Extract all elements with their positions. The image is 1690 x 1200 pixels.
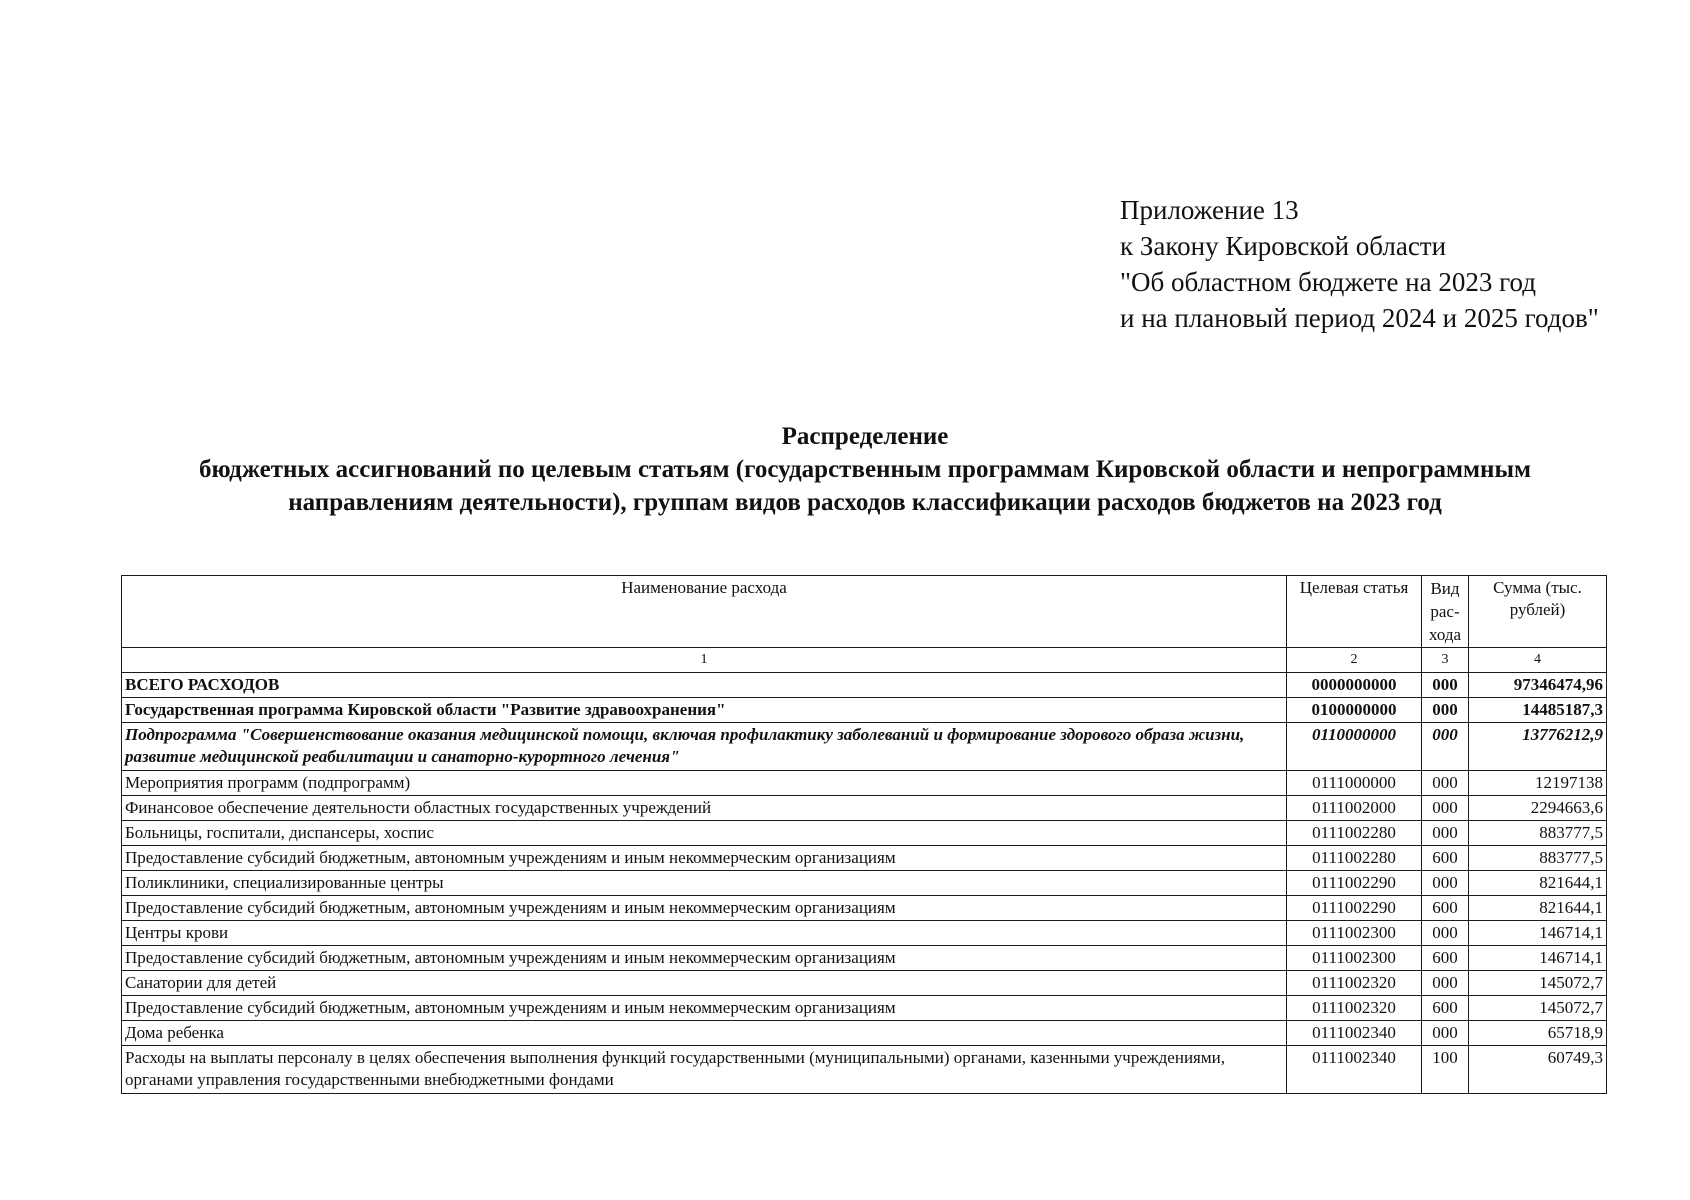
- row-vid: 600: [1422, 846, 1469, 871]
- row-name: Расходы на выплаты персоналу в целях обеспечения выполнения функций государственными (муниципальными) органами, казенными учреждениями, органами управления государственными внебюджетными фондами: [122, 1046, 1287, 1094]
- row-code: 0111002300: [1287, 921, 1422, 946]
- table-row: [122, 871, 1607, 896]
- table-row: [122, 1046, 1607, 1094]
- row-vid: 000: [1422, 871, 1469, 896]
- row-code: 0111002340: [1287, 1046, 1422, 1094]
- appendix-line: и на плановый период 2024 и 2025 годов": [1120, 303, 1599, 333]
- table-row: [122, 1021, 1607, 1046]
- document-title: [120, 420, 1610, 519]
- row-code: 0110000000: [1287, 723, 1422, 771]
- table-row-total: [122, 673, 1607, 698]
- title-line: бюджетных ассигнований по целевым статьям (государственным программам Кировской области и непрограммным: [199, 456, 1531, 483]
- column-number: 1: [122, 648, 1287, 673]
- table-row: [122, 971, 1607, 996]
- row-name: Больницы, госпитали, диспансеры, хоспис: [122, 821, 1287, 846]
- table-row-program: [122, 698, 1607, 723]
- table-row: [122, 996, 1607, 1021]
- table-row: [122, 896, 1607, 921]
- row-sum: 821644,1: [1469, 871, 1607, 896]
- row-name: Финансовое обеспечение деятельности областных государственных учреждений: [122, 796, 1287, 821]
- row-vid: 100: [1422, 1046, 1469, 1094]
- row-sum: 97346474,96: [1469, 673, 1607, 698]
- row-vid: 000: [1422, 921, 1469, 946]
- title-line: Распределение: [781, 423, 949, 450]
- row-vid: 000: [1422, 698, 1469, 723]
- header-name: Наименование расхода: [122, 576, 1287, 648]
- row-sum: 883777,5: [1469, 821, 1607, 846]
- table-row: [122, 921, 1607, 946]
- row-code: 0111002340: [1287, 1021, 1422, 1046]
- row-code: 0111002300: [1287, 946, 1422, 971]
- appendix-reference: [1120, 192, 1599, 336]
- row-code: 0111002280: [1287, 821, 1422, 846]
- header-sum: Сумма (тыс. рублей): [1469, 576, 1607, 648]
- row-name: Предоставление субсидий бюджетным, автономным учреждениям и иным некоммерческим организациям: [122, 846, 1287, 871]
- table-row: [122, 796, 1607, 821]
- row-name: Подпрограмма "Совершенствование оказания медицинской помощи, включая профилактику заболеваний и формирование здорового образа жизни, развитие медицинской реабилитации и санаторно-курортного лечения": [122, 723, 1287, 771]
- table-row: [122, 821, 1607, 846]
- row-name: Предоставление субсидий бюджетным, автономным учреждениям и иным некоммерческим организациям: [122, 896, 1287, 921]
- row-vid: 000: [1422, 821, 1469, 846]
- row-code: 0100000000: [1287, 698, 1422, 723]
- row-sum: 65718,9: [1469, 1021, 1607, 1046]
- row-name: Дома ребенка: [122, 1021, 1287, 1046]
- row-sum: 821644,1: [1469, 896, 1607, 921]
- row-vid: 000: [1422, 796, 1469, 821]
- column-number-row: [122, 648, 1607, 673]
- row-vid: 000: [1422, 971, 1469, 996]
- table-row: [122, 771, 1607, 796]
- row-name: Мероприятия программ (подпрограмм): [122, 771, 1287, 796]
- appendix-line: "Об областном бюджете на 2023 год: [1120, 267, 1536, 297]
- row-sum: 14485187,3: [1469, 698, 1607, 723]
- header-code: Целевая статья: [1287, 576, 1422, 648]
- table-header-row: [122, 576, 1607, 648]
- column-number: 3: [1422, 648, 1469, 673]
- table-row: [122, 946, 1607, 971]
- title-line: направлениям деятельности), группам видов расходов классификации расходов бюджетов на 2023 год: [288, 489, 1442, 516]
- row-code: 0111002290: [1287, 896, 1422, 921]
- row-sum: 60749,3: [1469, 1046, 1607, 1094]
- row-name: Предоставление субсидий бюджетным, автономным учреждениям и иным некоммерческим организациям: [122, 946, 1287, 971]
- budget-table: [121, 575, 1607, 1094]
- row-name: Санатории для детей: [122, 971, 1287, 996]
- column-number: 2: [1287, 648, 1422, 673]
- row-code: 0111002290: [1287, 871, 1422, 896]
- appendix-line: к Закону Кировской области: [1120, 231, 1447, 261]
- row-vid: 000: [1422, 771, 1469, 796]
- row-sum: 12197138: [1469, 771, 1607, 796]
- table-row: [122, 846, 1607, 871]
- row-vid: 600: [1422, 946, 1469, 971]
- row-sum: 2294663,6: [1469, 796, 1607, 821]
- row-vid: 600: [1422, 896, 1469, 921]
- row-name: Центры крови: [122, 921, 1287, 946]
- appendix-line: Приложение 13: [1120, 195, 1299, 225]
- column-number: 4: [1469, 648, 1607, 673]
- table-row-subprogram: [122, 723, 1607, 771]
- row-sum: 145072,7: [1469, 996, 1607, 1021]
- row-code: 0111002000: [1287, 796, 1422, 821]
- row-code: 0111002320: [1287, 996, 1422, 1021]
- row-code: 0111000000: [1287, 771, 1422, 796]
- row-sum: 146714,1: [1469, 946, 1607, 971]
- row-name: ВСЕГО РАСХОДОВ: [122, 673, 1287, 698]
- row-code: 0000000000: [1287, 673, 1422, 698]
- row-sum: 13776212,9: [1469, 723, 1607, 771]
- header-vid: Вид рас-хода: [1422, 576, 1469, 648]
- row-vid: 600: [1422, 996, 1469, 1021]
- row-vid: 000: [1422, 1021, 1469, 1046]
- row-sum: 145072,7: [1469, 971, 1607, 996]
- row-name: Государственная программа Кировской области "Развитие здравоохранения": [122, 698, 1287, 723]
- row-vid: 000: [1422, 673, 1469, 698]
- row-sum: 883777,5: [1469, 846, 1607, 871]
- row-name: Поликлиники, специализированные центры: [122, 871, 1287, 896]
- row-name: Предоставление субсидий бюджетным, автономным учреждениям и иным некоммерческим организациям: [122, 996, 1287, 1021]
- row-sum: 146714,1: [1469, 921, 1607, 946]
- row-code: 0111002280: [1287, 846, 1422, 871]
- row-code: 0111002320: [1287, 971, 1422, 996]
- row-vid: 000: [1422, 723, 1469, 771]
